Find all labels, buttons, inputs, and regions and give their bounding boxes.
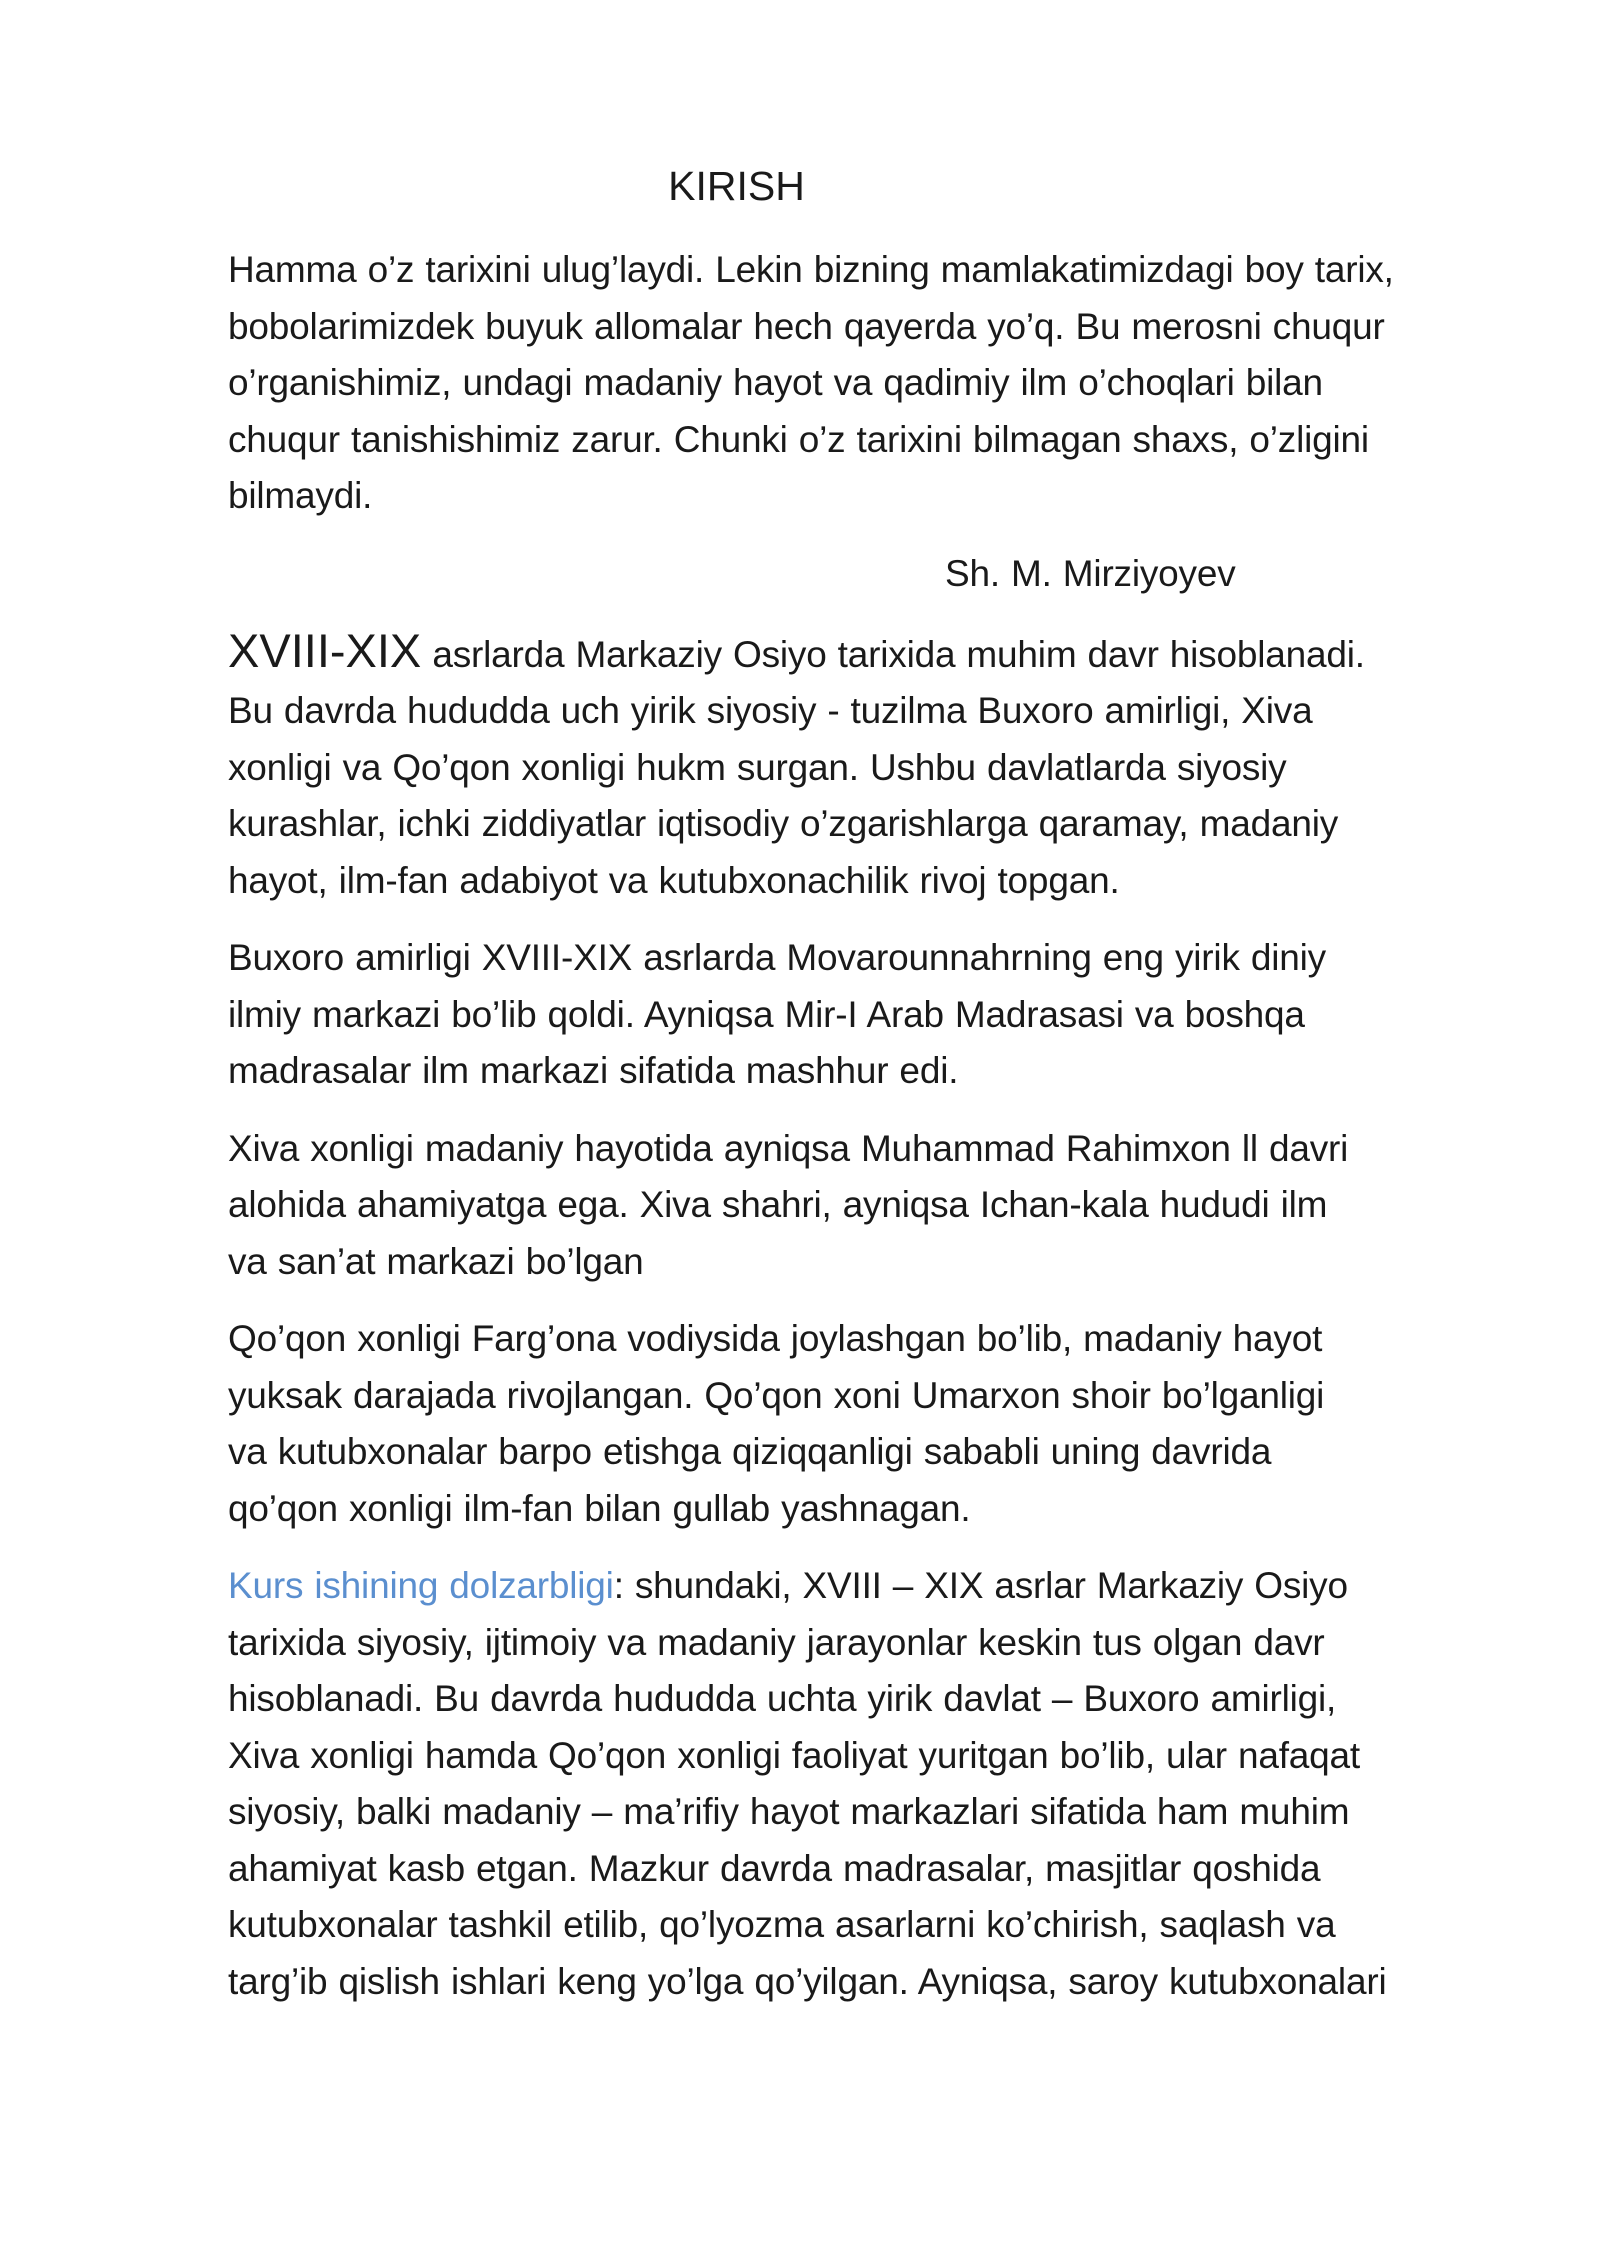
paragraph-line bbox=[228, 1558, 1488, 1615]
paragraph-line bbox=[228, 623, 1488, 684]
paragraph-line: kurashlar, ichki ziddiyatlar iqtisodiy o’zgarishlarga qaramay, madaniy bbox=[228, 803, 1339, 844]
paragraph-line: qo’qon xonligi ilm-fan bilan gullab yashnagan. bbox=[228, 1487, 971, 1529]
paragraph-bukhara bbox=[228, 930, 1488, 1100]
epigraph-line: chuqur tanishishimiz zarur. Chunki o’z tarixini bilmagan shaxs, o’zligini bbox=[228, 418, 1369, 460]
paragraph-line: xonligi va Qo’qon xonligi hukm surgan. Ushbu davlatlarda siyosiy bbox=[228, 746, 1287, 788]
paragraph-line: Bu davrda hududda uch yirik siyosiy - tuzilma Buxoro amirligi, Xiva bbox=[228, 690, 1313, 731]
paragraph-line: Qo’qon xonligi Farg’ona vodiysida joylashgan bo’lib, madaniy hayot bbox=[228, 1318, 1323, 1359]
paragraph-line: tarixida siyosiy, ijtimoiy va madaniy jarayonlar keskin tus olgan davr bbox=[228, 1621, 1325, 1663]
epigraph-line: Hamma o’z tarixini ulug’laydi. Lekin bizning mamlakatimizdagi boy tarix, bbox=[228, 249, 1394, 290]
paragraph-line: siyosiy, balki madaniy – ma’rifiy hayot markazlari sifatida ham muhim bbox=[228, 1791, 1350, 1832]
paragraph-line: va san’at markazi bo’lgan bbox=[228, 1240, 644, 1282]
paragraph-line: va kutubxonalar barpo etishga qiziqqanligi sababli uning davrida bbox=[228, 1431, 1272, 1472]
epigraph-author: Sh. M. Mirziyoyev bbox=[945, 552, 1236, 594]
paragraph-line: madrasalar ilm markazi sifatida mashhur edi. bbox=[228, 1050, 959, 1091]
paragraph-line: kutubxonalar tashkil etilib, qo’lyozma asarlarni ko’chirish, saqlash va bbox=[228, 1904, 1336, 1945]
paragraph-line-text: asrlarda Markaziy Osiyo tarixida muhim davr hisoblanadi. bbox=[421, 633, 1365, 675]
paragraph-line-text: : shundaki, XVIII – XIX asrlar Markaziy Osiyo bbox=[613, 1565, 1348, 1606]
paragraph-period-overview bbox=[228, 623, 1488, 910]
paragraph-line: ahamiyat kasb etgan. Mazkur davrda madrasalar, masjitlar qoshida bbox=[228, 1847, 1321, 1889]
paragraph-line: ilmiy markazi bo’lib qoldi. Ayniqsa Mir-I Arab Madrasasi va boshqa bbox=[228, 993, 1305, 1035]
century-lead: XVIII-XIX bbox=[228, 623, 422, 677]
paragraph-line: Xiva xonligi madaniy hayotida ayniqsa Muhammad Rahimxon ll davri bbox=[228, 1127, 1349, 1169]
page-title: KIRISH bbox=[668, 163, 805, 209]
epigraph-quote bbox=[228, 242, 1488, 525]
paragraph-line: hayot, ilm-fan adabiyot va kutubxonachilik rivoj topgan. bbox=[228, 859, 1120, 901]
paragraph-line: Xiva xonligi hamda Qo’qon xonligi faoliyat yuritgan bo’lib, ular nafaqat bbox=[228, 1734, 1361, 1776]
document-body bbox=[228, 242, 1488, 2031]
paragraph-line: targ’ib qislish ishlari keng yo’lga qo’yilgan. Ayniqsa, saroy kutubxonalari bbox=[228, 1960, 1387, 2002]
paragraph-kokand bbox=[228, 1311, 1488, 1537]
epigraph-line: bilmaydi. bbox=[228, 475, 373, 516]
paragraph-line: yuksak darajada rivojlangan. Qo’qon xoni Umarxon shoir bo’lganligi bbox=[228, 1374, 1325, 1416]
epigraph-line: bobolarimizdek buyuk allomalar hech qayerda yo’q. Bu merosni chuqur bbox=[228, 305, 1385, 347]
epigraph-line: o’rganishimiz, undagi madaniy hayot va qadimiy ilm o’choqlari bilan bbox=[228, 362, 1323, 403]
paragraph-relevance bbox=[228, 1558, 1488, 2010]
paragraph-line: alohida ahamiyatga ega. Xiva shahri, ayniqsa Ichan-kala hududi ilm bbox=[228, 1184, 1328, 1225]
relevance-heading: Kurs ishining dolzarbligi bbox=[228, 1565, 614, 1606]
paragraph-line: Buxoro amirligi XVIII-XIX asrlarda Movarounnahrning eng yirik diniy bbox=[228, 937, 1326, 978]
paragraph-khiva bbox=[228, 1121, 1488, 1291]
paragraph-line: hisoblanadi. Bu davrda hududda uchta yirik davlat – Buxoro amirligi, bbox=[228, 1678, 1337, 1719]
